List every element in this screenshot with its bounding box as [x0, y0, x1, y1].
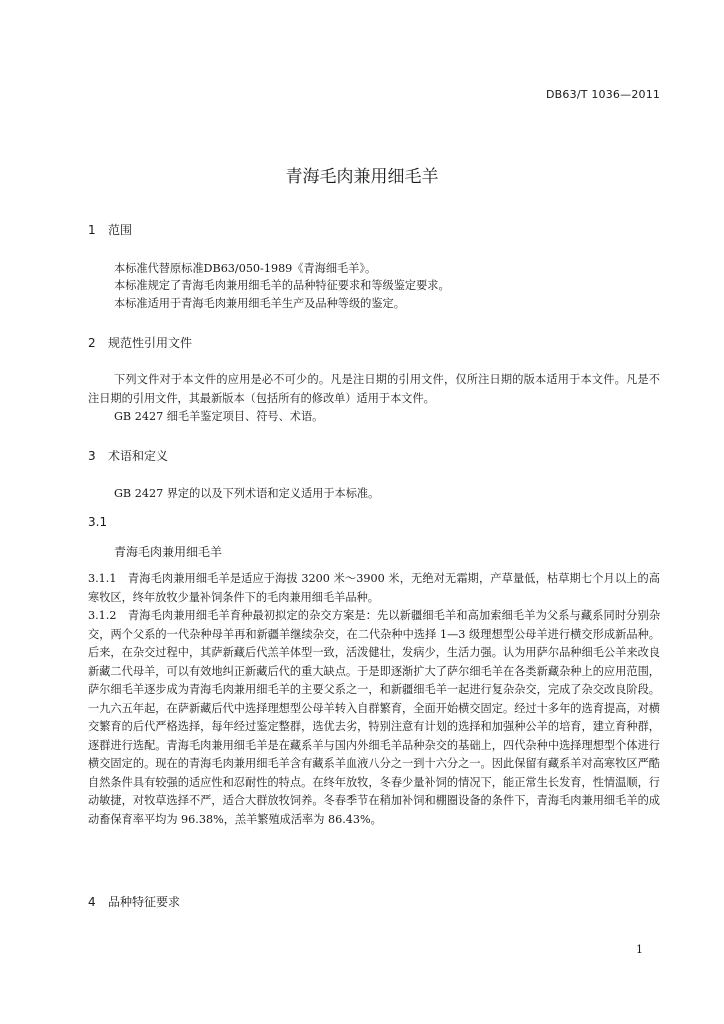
section-title: 范围: [108, 223, 133, 237]
section-title: 规范性引用文件: [108, 336, 193, 350]
section-4-heading: [88, 893, 180, 910]
section-3-heading: [88, 447, 168, 464]
document-title: 青海毛肉兼用细毛羊: [285, 167, 439, 187]
subsection-3-1-number: 3.1: [88, 515, 108, 529]
standard-code: DB63/T 1036—2011: [546, 88, 661, 101]
clause-3-1-1: 3.1.1 青海毛肉兼用细毛羊是适应于海拔 3200 米～3900 米，无绝对无霜期，产草量低，枯草期七个月以上的高寒牧区，终年放牧少量补饲条件下的毛肉兼用细毛羊品种。: [88, 572, 660, 604]
section-number: 4: [88, 895, 96, 909]
section-2-heading: [88, 334, 192, 351]
term-title: 青海毛肉兼用细毛羊: [114, 545, 223, 559]
normative-references-paragraph: [88, 371, 660, 427]
section-number: 1: [88, 223, 96, 237]
scope-line-1: 本标准代替原标准DB63/050-1989《青海细毛羊》。: [114, 262, 377, 275]
section-title: 术语和定义: [108, 449, 169, 463]
section-number: 2: [88, 336, 96, 350]
section-number: 3: [88, 449, 96, 463]
scope-line-2: 本标准规定了青海毛肉兼用细毛羊的品种特征要求和等级鉴定要求。: [114, 279, 450, 292]
paragraph-text: 下列文件对于本文件的应用是必不可少的。凡是注日期的引用文件，仅所注日期的版本适用于本文件。凡是不注日期的引用文件，其最新版本（包括所有的修改单）适用于本文件。: [88, 373, 660, 405]
clause-3-1-2: 3.1.2 青海毛肉兼用细毛羊育种最初拟定的杂交方案是：先以新疆细毛羊和高加索细毛羊为父系与藏系同时分别杂交，两个父系的一代杂种母羊再和新疆羊继续杂交，在二代杂种中选择 1—3 级理想型公母羊进行横交形成新品种。后来，在杂交过程中，其萨新藏后代羔羊体型一致，活泼健壮，发病少，生活力强。认为用萨尔品种细毛公羊来改良新藏二代母羊，可以有效地纠正新藏后代的重大缺点。于是即逐渐扩大了萨尔细毛羊在各类新藏杂种上的应用范围，萨尔细毛羊逐步成为青海毛肉兼用细毛羊的主要父系之一，和新疆细毛羊一起进行复杂杂交，完成了杂交改良阶段。一九六五年起，在萨新藏后代中选择理想型公母羊转入自群繁育，全面开始横交固定。经过十多年的选育提高，对横交繁育的后代严格选择，每年经过鉴定整群，选优去劣，特别注意有计划的选择和加强种公羊的培育，建立育种群，逐群进行选配。青海毛肉兼用细毛羊是在藏系羊与国内外细毛羊品种杂交的基础上，四代杂种中选择理想型个体进行横交固定的。现在的青海毛肉兼用细毛羊含有藏系羊血液八分之一到十六分之一。因此保留有藏系羊对高寒牧区严酷自然条件具有较强的适应性和忍耐性的特点。在终年放牧，冬春少量补饲的情况下，能正常生长发育，性情温顺，行动敏捷，对牧草选择不严，适合大群放牧饲养。冬春季节在稍加补饲和棚圈设备的条件下，青海毛肉兼用细毛羊的成动畜保育率平均为 96.38%，羔羊繁殖成活率为 86.43%。: [88, 609, 660, 826]
section-1-heading: [88, 221, 132, 238]
section-title: 品种特征要求: [108, 895, 181, 909]
terms-intro: GB 2427 界定的以及下列术语和定义适用于本标准。: [114, 487, 380, 500]
page-number: 1: [636, 943, 643, 956]
scope-line-3: 本标准适用于青海毛肉兼用细毛羊生产及品种等级的鉴定。: [114, 297, 405, 310]
reference-item: GB 2427 细毛羊鉴定项目、符号、术语。: [114, 410, 324, 423]
term-definition: [88, 570, 660, 829]
